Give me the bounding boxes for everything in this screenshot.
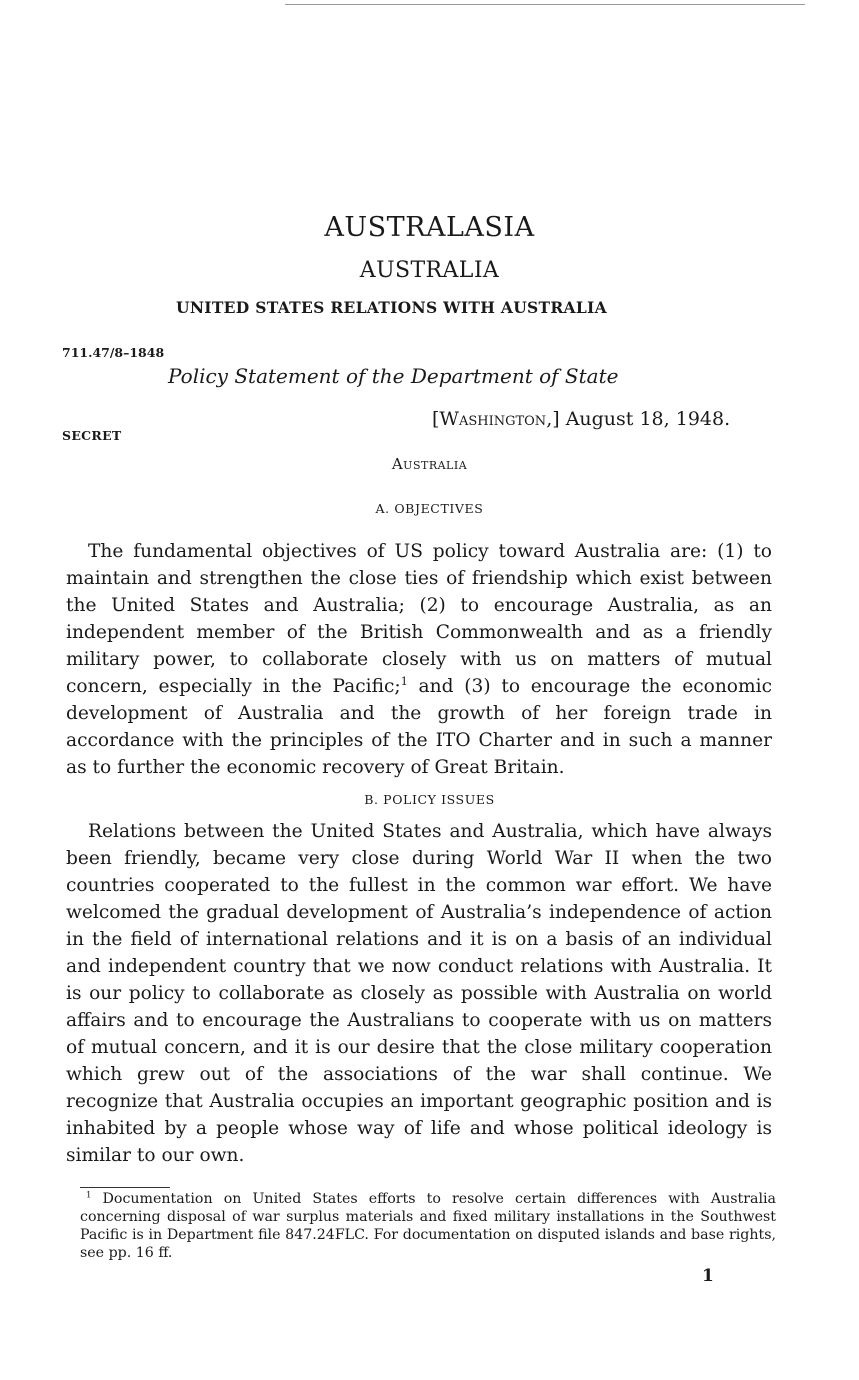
footnote-rule	[80, 1187, 170, 1188]
dateline: [Washington,] August 18, 1948.	[432, 408, 731, 430]
country-heading: Australia	[391, 455, 468, 473]
section-heading-policy-issues: B. POLICY ISSUES	[364, 792, 495, 807]
footnote-marker: 1	[86, 1190, 92, 1201]
objectives-text-part2: and (3) to encourage the economic development of Australia and the growth of her foreign trade in accordance with the principles of the ITO Charter and in such a manner as to further the economic recovery of Great Britain.	[66, 676, 772, 778]
section-heading-objectives: A. OBJECTIVES	[375, 501, 484, 516]
region-title: AUSTRALASIA	[324, 212, 535, 243]
footnote	[80, 1190, 776, 1262]
file-number: 711.47/8–1848	[62, 345, 165, 360]
dateline-place: Washington	[439, 408, 547, 430]
footnote-reference[interactable]: 1	[400, 674, 408, 688]
country-title: AUSTRALIA	[359, 258, 500, 283]
top-rule	[285, 4, 805, 5]
policy-issues-paragraph: Relations between the United States and Australia, which have always been friendly, became very close during World War II when the two countries cooperated to the fullest in the common war effort. We have welcomed the gradual development of Australia’s independence of action in the field of international relations and it is on a basis of an individual and independent country that we now conduct relations with Australia. It is our policy to collaborate as closely as possible with Australia on world affairs and to encourage the Australians to cooperate with us on matters of mutual concern, and it is our desire that the close military cooperation which grew out of the associations of the war shall continue. We recognize that Australia occupies an important geographic position and is inhabited by a people whose way of life and whose political ideology is similar to our own.	[66, 821, 772, 1166]
classification-label: SECRET	[62, 428, 122, 443]
dateline-date: August 18, 1948.	[565, 408, 731, 430]
subject-title: UNITED STATES RELATIONS WITH AUSTRALIA	[176, 298, 607, 317]
objectives-text-part1: The fundamental objectives of US policy toward Australia are: (1) to maintain and strengthen the close ties of friendship which exist between the United States and Australia; (2) to encourage Australia, as an independent member of the British Commonwealth and as a friendly military power, to collaborate closely with us on matters of mutual concern, especially in the Pacific;	[66, 541, 772, 697]
objectives-paragraph	[66, 538, 772, 781]
page-number: 1	[702, 1266, 714, 1286]
footnote-text: Documentation on United States efforts to resolve certain differences with Australia concerning disposal of war surplus materials and fixed military installations in the Southwest Pacific is in Department file 847.24FLC. For documentation on disputed islands and base rights, see pp. 16 ff.	[80, 1191, 776, 1261]
document-title: Policy Statement of the Department of State	[168, 364, 619, 388]
